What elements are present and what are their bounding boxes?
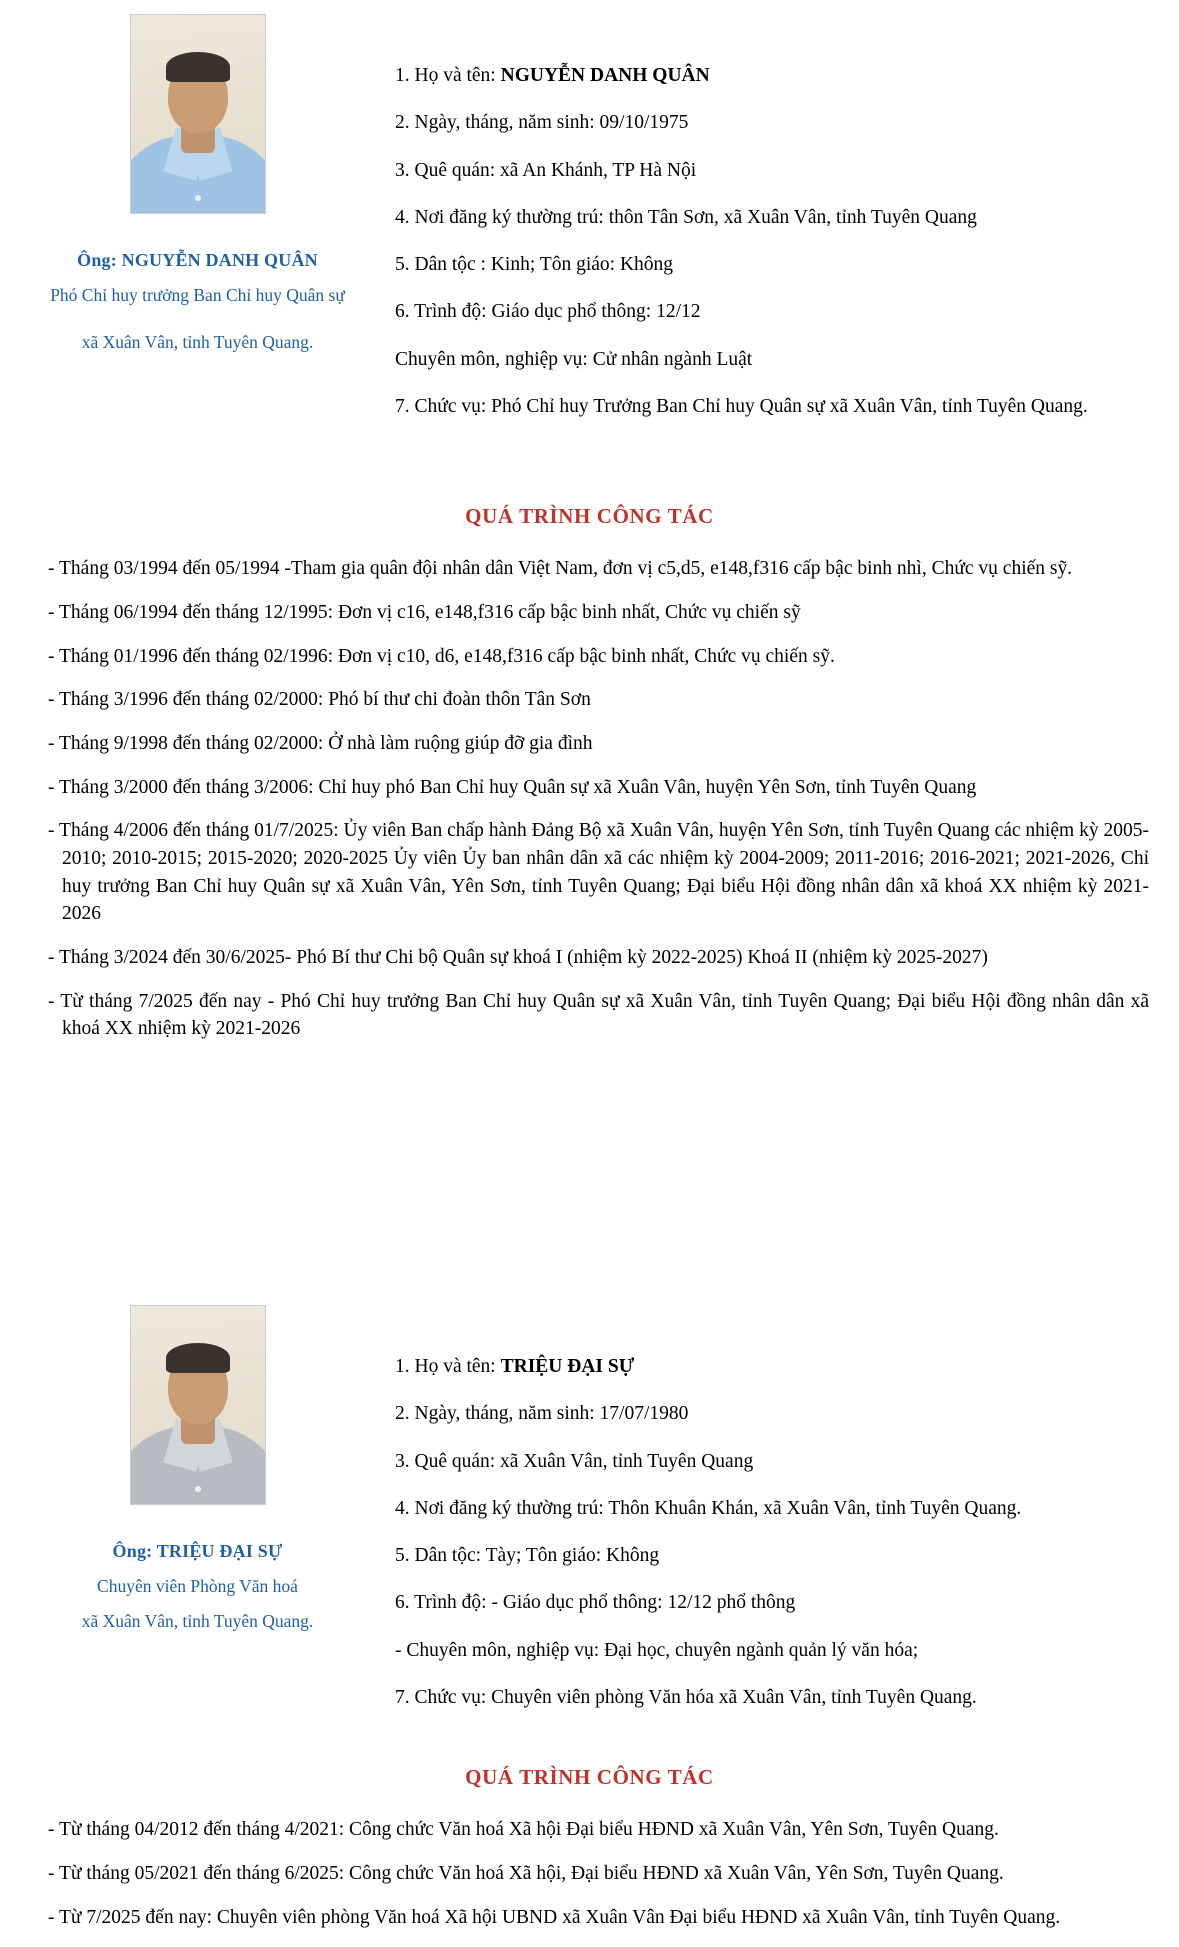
caption-name-1: Ông: NGUYỄN DANH QUÂN — [77, 250, 318, 270]
spacer — [0, 440, 1179, 504]
career-list-2 — [0, 1816, 1179, 1931]
career-item: - Từ 7/2025 đến nay: Chuyên viên phòng Văn hoá Xã hội UBND xã Xuân Vân Đại biểu HĐND xã Xuân Vân, tỉnh Tuyên Quang. — [48, 1906, 1061, 1928]
info-line-education-2: 6. Trình độ: - Giáo dục phổ thông: 12/12 phổ thông — [395, 1592, 796, 1614]
spacer — [0, 1059, 1179, 1291]
profile-block-2 — [0, 1291, 1179, 1731]
section-title-career-1: QUÁ TRÌNH CÔNG TÁC — [465, 504, 714, 529]
career-item: - Tháng 3/2024 đến 30/6/2025- Phó Bí thư Chi bộ Quân sự khoá I (nhiệm kỳ 2022-2025) Khoá II (nhiệm kỳ 2025-2027) — [48, 947, 988, 968]
info-line-dob-1: 2. Ngày, tháng, năm sinh: 09/10/1975 — [395, 112, 689, 134]
info-line-name-1: 1. Họ và tên: NGUYỄN DANH QUÂN — [395, 65, 710, 86]
career-item: - Tháng 03/1994 đến 05/1994 -Tham gia quân đội nhân dân Việt Nam, đơn vị c5,d5, e148,f316 cấp bậc binh nhì, Chức vụ chiến sỹ. — [48, 558, 1073, 580]
profile-block-1 — [0, 0, 1179, 440]
caption-place-2: xã Xuân Vân, tỉnh Tuyên Quang. — [81, 1610, 314, 1631]
photo-hair — [166, 52, 230, 82]
photo-hair — [166, 1343, 230, 1373]
portrait-photo — [130, 14, 266, 214]
profile-photo-column-1 — [0, 0, 395, 358]
profile-info-column-2 — [395, 1291, 1179, 1731]
spacer — [0, 1790, 1179, 1816]
info-line-dob-2: 2. Ngày, tháng, năm sinh: 17/07/1980 — [395, 1403, 689, 1425]
info-line-name-2: 1. Họ và tên: TRIỆU ĐẠI SỰ — [395, 1356, 635, 1378]
info-line-hometown-1: 3. Quê quán: xã An Khánh, TP Hà Nội — [395, 159, 697, 181]
info-line-position-1: 7. Chức vụ: Phó Chỉ huy Trưởng Ban Chỉ huy Quân sự xã Xuân Vân, tỉnh Tuyên Quang. — [395, 395, 1088, 417]
spacer — [0, 529, 1179, 555]
photo-caption-2 — [0, 1535, 395, 1637]
career-item: - Tháng 01/1996 đến tháng 02/1996: Đơn vị c10, d6, e148,f316 cấp bậc binh nhất, Chức vụ chiến sỹ. — [48, 645, 835, 667]
caption-title-2: Chuyên viên Phòng Văn hoá — [97, 1576, 298, 1597]
photo-shirt-button — [195, 1486, 201, 1492]
info-line-hometown-2: 3. Quê quán: xã Xuân Vân, tỉnh Tuyên Quang — [395, 1450, 754, 1472]
person-name-2: TRIỆU ĐẠI SỰ — [500, 1356, 635, 1378]
spacer — [0, 1731, 1179, 1765]
career-item: - Từ tháng 04/2012 đến tháng 4/2021: Công chức Văn hoá Xã hội Đại biểu HĐND xã Xuân Vân, Yên Sơn, Tuyên Quang. — [48, 1819, 999, 1841]
career-item: - Tháng 3/1996 đến tháng 02/2000: Phó bí thư chi đoàn thôn Tân Sơn — [48, 689, 591, 711]
career-item: - Tháng 4/2006 đến tháng 01/7/2025: Ủy viên Ban chấp hành Đảng Bộ xã Xuân Vân, huyện Yên Sơn, tỉnh Tuyên Quang các nhiệm kỳ 2005-2010; 2010-2015; 2015-2020; 2020-2025 Ủy viên Ủy ban nhân dân xã các nhiệm kỳ 2004-2009; 2011-2016; 2016-2021; 2021-2026, Chỉ huy trưởng Ban Chỉ huy Quân sự xã Xuân Vân, Yên Sơn, tỉnh Tuyên Quang; Đại biểu Hội đồng nhân dân xã khoá XX nhiệm kỳ 2021-2026 — [48, 820, 1149, 925]
caption-place-1: xã Xuân Vân, tỉnh Tuyên Quang. — [81, 331, 314, 352]
profile-info-column-1 — [395, 0, 1179, 440]
section-title-career-2: QUÁ TRÌNH CÔNG TÁC — [465, 1765, 714, 1790]
info-line-residence-1: 4. Nơi đăng ký thường trú: thôn Tân Sơn, xã Xuân Vân, tỉnh Tuyên Quang — [395, 206, 977, 228]
info-line-residence-2: 4. Nơi đăng ký thường trú: Thôn Khuân Khán, xã Xuân Vân, tỉnh Tuyên Quang. — [395, 1497, 1022, 1519]
career-item: - Tháng 06/1994 đến tháng 12/1995: Đơn vị c16, e148,f316 cấp bậc binh nhất, Chức vụ chiến sỹ — [48, 601, 801, 623]
photo-caption-1 — [0, 244, 395, 358]
info-line-education-1: 6. Trình độ: Giáo dục phổ thông: 12/12 — [395, 301, 701, 323]
info-line-specialty-1: Chuyên môn, nghiệp vụ: Cử nhân ngành Luật — [395, 348, 753, 370]
portrait-photo — [130, 1305, 266, 1505]
career-item: - Từ tháng 7/2025 đến nay - Phó Chỉ huy trưởng Ban Chỉ huy Quân sự xã Xuân Vân, tỉnh Tuyên Quang; Đại biểu Hội đồng nhân dân xã khoá XX nhiệm kỳ 2021-2026 — [48, 990, 1149, 1040]
person-name-1: NGUYỄN DANH QUÂN — [500, 65, 710, 86]
info-line-position-2: 7. Chức vụ: Chuyên viên phòng Văn hóa xã Xuân Vân, tỉnh Tuyên Quang. — [395, 1686, 977, 1708]
career-item: - Tháng 9/1998 đến tháng 02/2000: Ở nhà làm ruộng giúp đỡ gia đình — [48, 732, 593, 754]
caption-title-1: Phó Chỉ huy trưởng Ban Chỉ huy Quân sự — [50, 285, 345, 306]
info-line-ethnicity-1: 5. Dân tộc : Kinh; Tôn giáo: Không — [395, 254, 674, 276]
photo-shirt-button — [195, 195, 201, 201]
info-line-ethnicity-2: 5. Dân tộc: Tày; Tôn giáo: Không — [395, 1545, 660, 1567]
profile-photo-column-2 — [0, 1291, 395, 1637]
career-list-1 — [0, 555, 1179, 1043]
caption-name-2: Ông: TRIỆU ĐẠI SỰ — [112, 1541, 283, 1562]
career-item: - Tháng 3/2000 đến tháng 3/2006: Chỉ huy phó Ban Chỉ huy Quân sự xã Xuân Vân, huyện Yên Sơn, tỉnh Tuyên Quang — [48, 776, 977, 798]
career-item: - Từ tháng 05/2021 đến tháng 6/2025: Công chức Văn hoá Xã hội, Đại biểu HĐND xã Xuân Vân, Yên Sơn, Tuyên Quang. — [48, 1862, 1004, 1884]
info-line-specialty-2: - Chuyên môn, nghiệp vụ: Đại học, chuyên ngành quản lý văn hóa; — [395, 1639, 919, 1661]
